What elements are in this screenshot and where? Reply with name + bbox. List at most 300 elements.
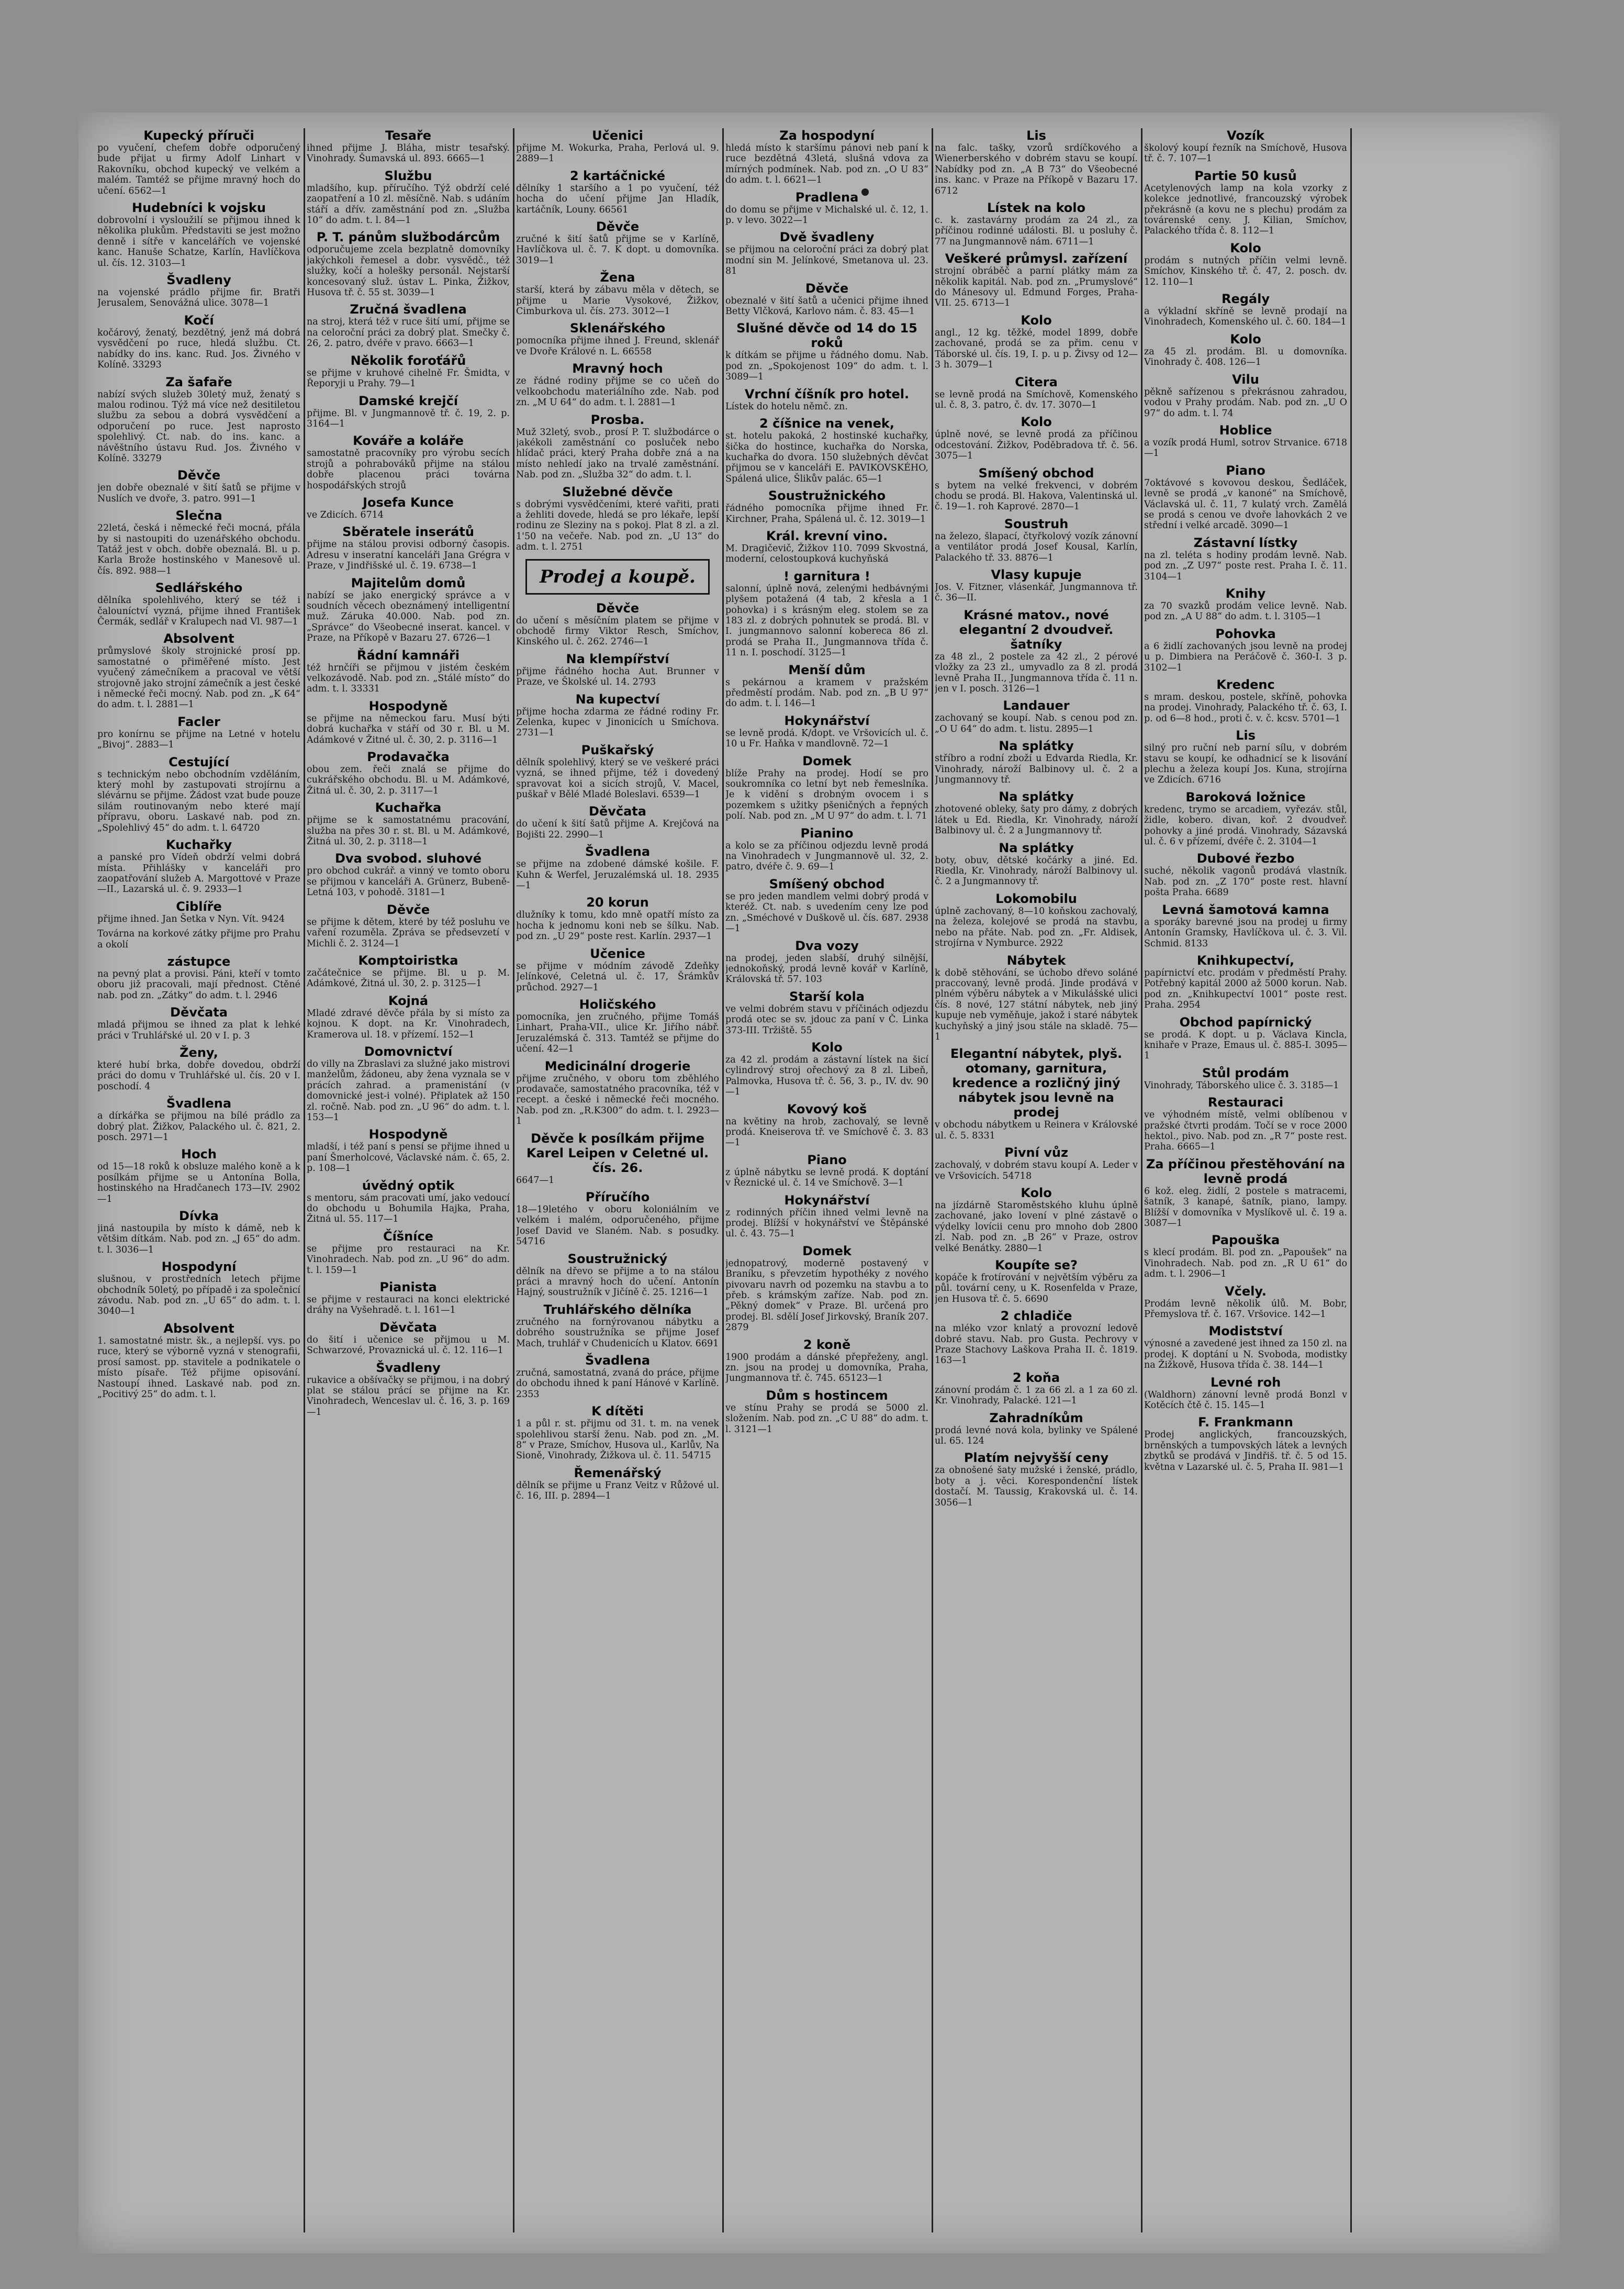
ad-heading: Hospodyně [368, 1127, 448, 1142]
classified-ad [1144, 1233, 1347, 1279]
ad-heading: Kolo [1230, 240, 1261, 255]
classified-ad [725, 569, 928, 658]
ad-body: dělník spolehlivý, který se ve veškeré práci vyzná, se ihned přijme, též i dovedený spravovat koi a sicích strojů, V. Macel, puškař v Bělé Mladé Boleslavi. 6539—1 [516, 757, 719, 800]
ad-body: a vozík prodá Huml, sotrov Strvanice. 6718—1 [1144, 437, 1347, 459]
classified-ad [1144, 169, 1347, 237]
ad-heading: úvědný optik [362, 1178, 455, 1193]
classified-ad [725, 754, 928, 822]
ad-body: na zl. teléta s hodiny prodám levně. Nab. pod zn. „Z U97“ poste rest. Praha I. č. 11. 3104—1 [1144, 550, 1347, 582]
column-4 [725, 128, 928, 2232]
classified-ad [935, 567, 1138, 604]
ad-heading: Partie 50 kusů [1194, 168, 1297, 183]
column-5 [935, 128, 1138, 2232]
classified-ad [935, 739, 1138, 785]
classified-ad [1144, 128, 1347, 164]
ad-body: přijme M. Wokurka, Praha, Perlová ul. 9. 2889—1 [516, 143, 719, 164]
ad-heading: Děvče [596, 219, 640, 235]
classified-ad [935, 698, 1138, 734]
ad-body: Vinohrady, Táborského ulice č. 3. 3185—1 [1144, 1080, 1339, 1091]
ad-body: strojní obráběč a parní plátky mám za několik kapitál. Nab. pod zn. „Prumyslové“ do Mánesovy ul. Edmund Forges, Praha-VII. 25. 6713—1 [935, 266, 1138, 309]
ad-body: na prodej, jeden slabší, druhý silnější, jednokoňský, prodá levně kovář v Karlíně, Královská tř. 57. 103 [725, 953, 928, 985]
classified-ad [1144, 1415, 1347, 1472]
classified-ad [516, 895, 719, 942]
classified-ad [1144, 953, 1347, 1011]
classified-ad [307, 524, 510, 571]
ad-body: a dírkářka se přijmou na bílé prádlo za dobrý plat. Žižkov, Palackého ul. č. 821, 2. posch. 2971—1 [97, 1111, 300, 1143]
classified-ad [725, 387, 928, 412]
ad-body: úplně nové, se levně prodá za příčinou odcestování. Žižkov, Poděbradova tř. č. 56. 3075—1 [935, 429, 1138, 462]
ad-heading: Řemenářský [574, 1465, 662, 1480]
ad-heading: Landauer [1003, 698, 1070, 713]
ad-body: se přijme v módním závodě Zdeňky Jelínkové, Celetná ul. č. 17, Šrámkův průchod. 2927—1 [516, 961, 719, 993]
column-rule [513, 128, 514, 2232]
ad-heading: Vilu [1232, 372, 1259, 387]
classified-ad [97, 1096, 300, 1143]
ad-heading: Hokynářství [784, 713, 870, 728]
ad-heading: Restauraci [1207, 1095, 1284, 1110]
classified-ad [725, 529, 928, 565]
ad-body: 6647—1 [516, 1175, 555, 1186]
ad-body: rukavice a obšívačky se přijmou, i na dobrý plat se stálou prácí se přijme na Kr. Vinohradech, Wenceslav ul. č. 16, 3. p. 169—1 [307, 1375, 510, 1417]
ad-heading: Prodavačka [367, 750, 450, 765]
ad-body: Lístek do hotelu němč. zn. [725, 401, 848, 412]
ad-body: zachovaný se koupí. Nab. s cenou pod zn. „O U 64“ do adm. t. listu. 2895—1 [935, 713, 1138, 734]
ad-heading: F. Frankmann [1198, 1415, 1293, 1430]
ad-body: se přijme k dětem, které by též posluhu ve vaření rozuměla. Zpráva se předsevzetí v Michli č. 2. 3124—1 [307, 917, 510, 949]
classified-ad [516, 361, 719, 408]
ad-heading: Kolo [1021, 415, 1052, 430]
ad-body: přijme. Bl. v Jungmannově tř. č. 19, 2. p. 3164—1 [307, 408, 510, 429]
classified-ad [97, 755, 300, 833]
classified-ad [307, 302, 510, 349]
ad-body: se přijme v restauraci na konci elektrické dráhy na Vyšehradě. t. l. 161—1 [307, 1294, 510, 1316]
ad-heading: Knihy [1225, 586, 1266, 601]
classified-ad [97, 838, 300, 895]
ad-heading: Děvče [386, 902, 430, 917]
ad-body: na železo, šlapací, čtyřkolový vozík zánovní a ventilátor prodá Josef Kousal, Karlín, Palackého tř. 33. 8876—1 [935, 531, 1138, 563]
ad-heading: P. T. pánům službodárcům [316, 230, 500, 245]
ad-heading: Pianino [800, 825, 854, 841]
ad-heading: Domek [802, 1243, 852, 1258]
ad-heading: 2 koňa [1012, 1370, 1060, 1385]
ad-heading: Dva svobod. sluhové [335, 851, 481, 866]
ad-heading: Lis [1236, 728, 1256, 743]
ad-body: 22letá, česká i německé řeči mocná, přála by si nastoupiti do uzenářského obchodu. Tatáž jest v obch. dobře obeznalá. Bl. u p. Karla Brože hostinského v Manesově ul. čís. 892. 988—1 [97, 523, 300, 576]
classified-ad [935, 1411, 1138, 1447]
classified-ad [307, 1280, 510, 1316]
classified-ad [516, 412, 719, 481]
ad-heading: Učenici [592, 128, 643, 143]
ad-heading: Josefa Kunce [363, 495, 454, 510]
ad-heading: Piano [807, 1152, 847, 1167]
classified-ad [97, 508, 300, 576]
ad-heading: Příručího [585, 1189, 650, 1204]
ad-body: k dítkám se přijme u řádného domu. Nab. pod zn. „Spokojenost 109“ do adm. t. l. 3089—1 [725, 350, 928, 383]
classified-ad [307, 394, 510, 430]
ad-body: po vyučení, chefem dobře odporučený bude přijat u firmy Adolf Linhart v Rakovníku, obchod kupecký ve velkém a malém. Tamtéž se přijme mravný hoch do učení. 6562—1 [97, 143, 300, 196]
ad-heading: Pianista [379, 1280, 437, 1295]
classified-ad [516, 485, 719, 553]
ad-heading: Hudebníci k vojsku [132, 200, 266, 216]
ad-heading: Kuchařky [165, 838, 232, 853]
classified-ad [725, 128, 928, 186]
classified-ad [97, 899, 300, 924]
ad-body: z rodinných příčin ihned velmi levně na prodej. Blížší v hokynářství ve Štěpánské ul. č. 43. 75—1 [725, 1207, 928, 1240]
ad-body: Jos. V. Fitzner, vlásenkář, Jungmannova tř. č. 36—II. [935, 582, 1138, 604]
ad-body: se prodá. K dopt. u p. Václava Kinclа, knihaře v Praze, Emaus ul. č. 885-I. 3095—1 [1144, 1029, 1347, 1062]
ad-body: prodám s nutných příčin velmi levně. Smíchov, Kinského tř. č. 47, 2. posch. dv. 12. 110—1 [1144, 255, 1347, 287]
classified-ad [307, 699, 510, 745]
ad-heading: Kováře a koláře [353, 433, 464, 449]
ad-body: pomocníka přijme ihned J. Freund, sklenář ve Dvoře Králové n. L. 66558 [516, 336, 719, 357]
classified-ad [935, 789, 1138, 836]
ad-heading: Prosba. [590, 412, 645, 427]
ad-body: na mléko vzor knlatý a provozní ledově dobré stavu. Nab. pro Gusta. Pechrovy v Praze Stachovy Laškova Praha II. č. 1819. 163—1 [935, 1323, 1138, 1366]
ad-body: a panské pro Vídeň obdrží velmi dobrá místa. Přihlášky v kanceláři pro zaopatřování služeb A. Margottové v Praze—II., Lazarská ul. č. 9. 2933—1 [97, 852, 300, 895]
classified-ad [725, 939, 928, 985]
ad-heading: 2 koně [803, 1337, 851, 1352]
ad-body: ve stínu Prahy se prodá se 5000 zl. složením. Nab. pod zn. „C U 88“ do adm. t. l. 3121—1 [725, 1402, 928, 1435]
classified-ad [516, 169, 719, 215]
ad-body: dělník se přijme u Franz Veitz v Růžové ul. č. 16, III. p. 2894—1 [516, 1480, 719, 1502]
ad-body: do villy na Zbraslavi za služné jako mistrovi manželům, žádoneu, aby žena vyznala se v prácích zahrad. a pramenistání (v domovnické jest-i volné). Připlatek až 150 zl. ročně. Nab. pod zn. „U 96“ do adm. t. l. 153—1 [307, 1058, 510, 1123]
ad-heading: Levné roh [1210, 1375, 1281, 1390]
ad-body: ze řádné rodiny přijme se co učeň do velkoobchodu materiálního zde. Nab. pod zn. „M U 64“ do adm. t. l. 2881—1 [516, 376, 719, 408]
ad-heading: Absolvent [163, 631, 234, 646]
classified-ad [307, 1044, 510, 1123]
ad-body: Acetylenových lamp na kola vzorky z kolekce jednotlivé, francouzský výrobek překrásně (a kovu ne s plechu) prodám za továrenské ceny. J. Kilian, Smíchov, Palackého třída č. 8. 112—1 [1144, 183, 1347, 237]
ad-heading: Nábytek [1006, 953, 1066, 968]
ad-body: dobrovolní i vysloužilí se přijmou ihned k několika plukům. Představiti se jest možno denně i sítře v kancelářích ve vojenské kanc. Hanuše Schatze, Karlín, Havlíčkova ul. čís. 12. 3103—1 [97, 215, 300, 269]
ad-heading: Učenice [590, 946, 645, 961]
ad-heading: Kredenc [1216, 677, 1275, 692]
ad-body: s bytem na velké frekvenci, v dobrém chodu se prodá. Bl. Hakova, Valentinská ul. č. 19—1. roh Kaprové. 2870—1 [935, 480, 1138, 512]
ad-heading: 2 chladiče [1000, 1309, 1072, 1324]
classified-ad [307, 648, 510, 695]
classified-ad [516, 692, 719, 739]
ad-body: průmyslové školy strojnické prosí pp. samostatné o přiměřené místo. Jest vyučený zámečníkem a pracoval ve větší strojovně jako strojní zámečník a jest české i německé řeči mocný. Nab. pod zn. „K 64“ do adm. t. l. 2881—1 [97, 646, 300, 710]
ad-body: pěkně sařízenou s překrásnou zahradou, vodou v Prahy prodám. Nab. pod zn. „U O 97“ do adm. t. l. 74 [1144, 386, 1347, 419]
ad-heading: Zástavní lístky [1193, 535, 1298, 550]
classified-ad [307, 1320, 510, 1356]
classified-ad [935, 517, 1138, 563]
classified-ad [725, 488, 928, 524]
ad-body: s klecí prodám. Bl. pod zn. „Papoušek“ na Vinohradech. Nab. pod zn. „R U 61“ do adm. t. l. 2906—1 [1144, 1247, 1347, 1280]
ad-heading: Papouška [1211, 1233, 1280, 1248]
ad-body: s pekárnou a kramem v pražském předměstí prodám. Nab. pod zn. „B U 97“ do adm. t. l. 146—1 [725, 677, 928, 709]
ad-heading: Damské krejčí [358, 393, 458, 408]
ad-heading: Majitelům domů [351, 575, 466, 590]
classified-ad [307, 576, 510, 644]
classified-ad [725, 190, 928, 226]
ad-body: a sporáky barevné jsou na prodej u firmy Antonín Gramsky, Havlíčkova ul. č. 3. Vil. Schmid. 8133 [1144, 917, 1347, 949]
ad-heading: Elegantní nábytek, plyš. otomany, garnitura, kredence a rozličný jiný nábytek jsou levně na prodej [950, 1046, 1123, 1120]
ad-body: blíže Prahy na prodej. Hodí se pro soukromníka co letní byt neb řemeslníka. Je k vidění s drobným ovocem i s pozemkem s užitky pšeničných a řepných polí. Nab. pod zn. „M U 97“ do adm. t. l. 71 [725, 768, 928, 822]
newspaper-page [79, 113, 1560, 2253]
ad-heading: Menší dům [788, 662, 866, 677]
column-3 [516, 128, 719, 2232]
ad-body: za 70 svazků prodám velice levně. Nab. pod zn. „A U 88“ do adm. t. l. 3105—1 [1144, 600, 1347, 622]
ad-heading: K dítěti [591, 1404, 644, 1419]
classified-ad [516, 946, 719, 993]
classified-ad [307, 902, 510, 949]
ad-body: z úplně nábytku se levně prodá. K doptání v Řeznické ul. č. 14 ve Smíchově. 3—1 [725, 1167, 928, 1189]
ad-heading: Švadleny [166, 273, 231, 288]
ad-body: ihned přijme J. Bláha, mistr tesařský. Vinohrady. Šumavská ul. 893. 6665—1 [307, 143, 510, 164]
ad-heading: Hoch [181, 1147, 217, 1162]
ad-body: za 48 zl., 2 postele za 42 zl., 2 pérové vložky za 23 zl., umyvadlo za 8 zl. prodá levně Praha II., Jungmannova třída č. 11 n. jen v I. posch. 3126—1 [935, 651, 1138, 694]
classified-ad [1144, 1157, 1347, 1229]
ad-body: Prodej anglických, francouzských, brněnských a tumpovských látek a levných zbytků se prodává v Jindřiš. tř. č. 5 od 15. května v Lazarské ul. č. 5, Praha II. 981—1 [1144, 1430, 1347, 1472]
classified-ad [935, 608, 1138, 695]
ad-body: c. k. zastavárny prodám za 24 zl., za příčinou rodinné události. Bl. u posluhy č. 77 na Jungmannově nám. 6711—1 [935, 215, 1138, 247]
ad-body: přijme zručného, v oboru tom zběhlého prodavače, samostatného pracovníka, též v recept. a české i německé řeči mocného. Nab. pod zn. „R.K300“ do adm. t. l. 2923—1 [516, 1073, 719, 1127]
ad-heading: Smíšený obchod [769, 876, 885, 891]
column-6 [1144, 128, 1347, 2232]
ad-heading: Starší kola [789, 989, 865, 1004]
classified-ad [725, 416, 928, 484]
classified-ad [307, 993, 510, 1040]
classified-ad [1144, 535, 1347, 582]
ad-body: zánovní prodám č. 1 za 66 zl. a 1 za 60 zl. Kr. Vinohrady, Palacké. 121—1 [935, 1384, 1138, 1406]
ad-heading: Medicinální drogerie [544, 1058, 691, 1074]
ad-body: zručného na fornýrovanou nábytku a dobrého soustružníka se přijme Josef Mach, truhlář v Chudenicích u Klatov. 6691 [516, 1316, 719, 1349]
ad-heading: ! garnitura ! [783, 568, 870, 584]
ad-body: za 45 zl. prodám. Bl. u domovníka. Vinohrady č. 408. 126—1 [1144, 346, 1347, 368]
ad-heading: Kuchařka [375, 800, 442, 816]
ad-heading: Baroková ložnice [1185, 789, 1306, 805]
ad-heading: Na klempířství [566, 651, 669, 666]
ad-heading: Pradlena [795, 189, 859, 205]
classified-ad [307, 851, 510, 898]
ad-heading: Službu [384, 168, 432, 183]
ad-heading: Stůl prodám [1202, 1065, 1290, 1080]
ad-heading: Hospodyní [161, 1259, 237, 1275]
ad-body: úplně zachovaný, 8—10 koňskou zachovalý, na železa, kolejové se prodá na stavbu, nebo na přáte. Nab. pod zn. „Fr. Aldisek, strojírna v Nymburce. 2922 [935, 906, 1138, 949]
classified-ad [935, 415, 1138, 461]
ad-heading: Děvče [596, 600, 640, 616]
ad-heading: Koupíte se? [995, 1258, 1078, 1272]
ad-heading: Kojná [388, 993, 429, 1008]
ad-heading: Včely. [1225, 1283, 1267, 1299]
ad-body: přijme na stálou provisi odborný časopis. Adresu v inseratní kanceláři Jana Grégra v Praze, v Jindřišské ul. č. 19. 6738—1 [307, 539, 510, 572]
ad-heading: Soustruh [1004, 516, 1069, 531]
classified-ad [935, 953, 1138, 1043]
classified-ad [307, 128, 510, 164]
classified-ad [725, 1040, 928, 1098]
ad-heading: Vozík [1227, 128, 1264, 143]
ad-body: do domu se přijme v Michalské ul. č. 12, 1. p. v levo. 3022—1 [725, 204, 928, 226]
classified-ad [97, 1321, 300, 1400]
ad-body: kopáče k frotírování v největším výběru za půl. tovární ceny, u K. Rosenfelda v Praze, jen Husova tř. č. 5. 6690 [935, 1272, 1138, 1304]
ad-heading: Na splátky [999, 739, 1074, 754]
classified-ad [725, 713, 928, 750]
ad-heading: Na splátky [999, 840, 1074, 855]
classified-ad [935, 1450, 1138, 1508]
ad-heading: 2 kartáčnické [569, 168, 666, 183]
ad-heading: Tesaře [385, 128, 432, 143]
classified-ad [725, 663, 928, 709]
classified-ad [307, 800, 510, 847]
ad-body: Mladé zdravé děvče přála by si místo za kojnou. K dopt. na Kr. Vinohradech, Kramerova ul. 18. v přízemí. 152—1 [307, 1008, 510, 1040]
classified-ad [307, 433, 510, 491]
classified-ad [516, 997, 719, 1055]
ad-body: 1900 prodám a dánské přepřeženy, angl. zn. jsou na prodej u domovníka, Praha, Jungmannova tř. č. 745. 65123—1 [725, 1352, 928, 1384]
classified-ad [97, 954, 300, 1001]
classified-ad [935, 1309, 1138, 1366]
ad-body: odporučujeme zcela bezplatně domovníky jakýchkoli řemesel a dobr. vysvědč., též služky, kočí a holešky personál. Nejstarší koncesovaný služ. ústav L. Pinka, Žižkov, Husova tř. č. 55 st. 3039—1 [307, 244, 510, 298]
ad-heading: Dívka [179, 1209, 219, 1224]
classified-ad [1144, 423, 1347, 459]
classified-ad [97, 128, 300, 196]
ad-heading: Komptoiristka [358, 953, 458, 968]
ad-body: zachovalý, v dobrém stavu koupí A. Leder v ve Vršovicích. 54718 [935, 1160, 1138, 1181]
ad-body: papírnictví etc. prodám v předměstí Prahy. Potřebný kapitál 2000 až 5000 korun. Nab. pod zn. „Knihkupectví 1001“ poste rest. Praha. 2954 [1144, 967, 1347, 1011]
ad-heading: Dvě švadleny [779, 230, 875, 245]
ad-body: do šití i učenice se přijmou u M. Schwarzové, Provaznická ul. č. 12. 116—1 [307, 1334, 510, 1356]
ad-body: mladá přijmou se ihned za plat k lehké práci v Truhlářské ul. 20 v I. p. 3 [97, 1020, 300, 1041]
ad-heading: Regály [1221, 292, 1270, 307]
classified-ad [1144, 586, 1347, 622]
ad-heading: Lis [1026, 128, 1046, 143]
ad-heading: Citera [1015, 374, 1058, 389]
ad-body: nabízí svých služeb 30letý muž, ženatý s malou rodinou. Týž má více než desitiletou službu za sebou a dobrá vysvědčení a odporučení po ruce. Jest naprosto spolehlivý. Ct. nab. do ins. kanc. a návěštního ústavu Rud. Jos. Živného v Kolíně. 33279 [97, 389, 300, 464]
ad-heading: Vlasy kupuje [991, 567, 1082, 582]
ad-body: a výkladní skříně se levně prodají na Vinohradech, Komenského ul. č. 60. 184—1 [1144, 306, 1347, 328]
ad-body: 1 a půl r. st. přijmu od 31. t. m. na venek spolehlivou starší ženu. Nab. pod zn. „M. 8“ v Praze, Smíchov, Husova ul., Karlův, Na Sioně, Vinohrady, Žižkova ul. č. 11. 54715 [516, 1419, 719, 1461]
ad-heading: Platím nejvyšší ceny [964, 1450, 1109, 1466]
ad-body: v obchodu nábytkem u Reinera v Královské ul. č. 5. 8331 [935, 1120, 1138, 1141]
classified-ad [935, 466, 1138, 512]
ad-body: na stroj, která též v ruce šití umí, přijme se na celoroční práci za dobrý plat. Smečky č. 26, 2. patro, dvéře v pravo. 6663—1 [307, 317, 510, 349]
classified-ad [725, 230, 928, 276]
classified-ad [1144, 1095, 1347, 1153]
classified-ad [97, 273, 300, 309]
classified-ad [307, 953, 510, 989]
classified-ad [1144, 677, 1347, 724]
classified-ad [97, 200, 300, 269]
ad-body: které hubí brka, dobře dovedou, obdrží práci do domu v Truhlářské ul. čís. 20 v I. poschodí. 4 [97, 1059, 300, 1092]
ad-body: kočárový, ženatý, bezdětný, jenž má dobrá vysvědčení po ruce, hledá službu. Ct. nabídky do ins. kanc. Rud. Jos. Živného v Kolíně. 33293 [97, 327, 300, 371]
ad-body: zručná, samostatná, zvaná do práce, přijme do obchodu ihned k paní Hánové v Karlíně. 2353 [516, 1368, 719, 1400]
ad-body: přijme se k samostatnému pracování, služba na přes 30 r. st. Bl. u M. Adámkové, Žitná ul. 30, 2. p. 3118—1 [307, 815, 510, 847]
classified-ad [1144, 851, 1347, 898]
ad-heading: Slečna [175, 508, 222, 523]
ad-heading: Cestující [169, 754, 229, 769]
classified-ad [935, 1145, 1138, 1181]
ad-heading: Pivní vůz [1004, 1145, 1068, 1160]
ad-heading: Lístek na kolo [987, 200, 1086, 216]
classified-ad [935, 375, 1138, 411]
classified-ad [97, 1147, 300, 1204]
ad-body: za 42 zl. prodám a zástavní lístek na šicí cylindrový stroj ořechový za 8 zl. Libeň, Palmovka, Husova tř. č. 56, 3. p., IV. dv. 90—1 [725, 1054, 928, 1098]
ad-body: se levně prodá na Smíchově, Komenského ul. č. 8, 3. patro, č. dv. 17. 3070—1 [935, 389, 1138, 410]
classified-ad [97, 1005, 300, 1041]
ad-heading: Za hospodyní [779, 128, 875, 143]
ad-heading: Děvčata [379, 1320, 437, 1335]
classified-ad [307, 1360, 510, 1418]
ad-body: slušnou, v prostředních letech přijme obchodník 50letý, po případě i za společnicí závodu. Nab. pod zn. „U 65“ do adm. t. l. 3040—1 [97, 1274, 300, 1317]
ad-body: mladšího, kup. příručího. Týž obdrží celé zaopatření a 10 zl. měsíčně. Nab. s udáním stáří a dřív. zaměstnání pod zn. „Služba 10“ do adm. t. l. 84—1 [307, 183, 510, 226]
classified-ad [97, 313, 300, 371]
ad-heading: Slušné děvče od 14 do 15 roků [736, 321, 917, 351]
ad-body: se přijme na zdobené dámské košile. F. Kuhn & Werfel, Jeruzalémská ul. 18. 2935—1 [516, 859, 719, 891]
ad-body: přijme řádného hocha Aut. Brunner v Praze, ve Školské ul. 14. 2793 [516, 666, 719, 688]
classified-ad [516, 1131, 719, 1186]
ad-heading: Sběratele inserátů [342, 524, 474, 540]
classified-ad [516, 1404, 719, 1461]
ad-heading: Krásné matov., nové elegantní 2 dvoudveř. šatníky [959, 607, 1114, 652]
section-heading-box: Prodej a koupě. [525, 559, 710, 595]
ad-heading: Facler [177, 714, 220, 729]
classified-ad [935, 841, 1138, 887]
ad-body: (Waldhorn) zánovní levně prodá Bonzl v Kotěcích čtě č. 15. 145—1 [1144, 1389, 1347, 1411]
ad-body: nabízí se jako energický správce a v soudních věcech obeznámený intelligentní muž. Záruka 40.000. Nab. pod zn. „Správce“ do Všeobecné inserat. kancel. v Praze, na Příkopě v Bazaru 27. 6726—1 [307, 590, 510, 644]
ad-body: se přijmou na celoroční práci za dobrý plat modní sin M. Jelínkové, Smetanova ul. 23. 81 [725, 244, 928, 277]
ad-body: starší, která by zábavu měla v dětech, se přijme u Marie Vysokové, Žižkov, Cimburkova ul. čís. 273. 3012—1 [516, 285, 719, 317]
classified-ad [97, 1045, 300, 1092]
classified-ad [935, 1046, 1138, 1141]
classified-ad [725, 989, 928, 1036]
ad-body: dělníky 1 staršího a 1 po vyučení, též hocha do učení přijme Jan Hladík, kartáčník, Louny. 66561 [516, 183, 719, 215]
ad-heading: Kolo [811, 1040, 843, 1055]
classified-ad [1144, 1375, 1347, 1411]
ad-body: pomocníka, jen zručného, přijme Tomáš Linhart, Praha-VII., ulice Kr. Jiřího nábř. Jeruzalémská č. 313. Tamtéž se přijme do učení. 42—1 [516, 1011, 719, 1055]
column-7 [1353, 128, 1556, 2232]
ad-heading: Za šafaře [165, 374, 232, 389]
ad-body: na falc. tašky, vzorů srdíčkového a Wienerberského v dobrém stavu se koupí. Nabídky pod zn. „A B 73“ do Všeobecné ins. kanc. v Praze na Příkopě v Bazaru 17. 6712 [935, 143, 1138, 196]
classified-ad [725, 877, 928, 934]
ad-heading: Puškařský [581, 742, 654, 757]
ad-heading: Absolvent [163, 1321, 234, 1336]
classified-ad [1144, 372, 1347, 419]
classified-ad [725, 826, 928, 873]
ad-heading: Na splátky [999, 789, 1074, 805]
classified-ad [1144, 627, 1347, 673]
classified-ad [1144, 241, 1347, 287]
ad-body: se levně prodá. K/dopt. ve Vršovicích ul. č. 10 u Fr. Haňka v mandlovně. 72—1 [725, 728, 928, 750]
classified-ad [935, 1258, 1138, 1304]
ad-body: hledá místo k staršímu pánovi neb paní k ruce bezdětná 43letá, slušná vdova za mírných podmínek. Nab. pod zn. „O U 83“ do adm. t. l. 6621—1 [725, 143, 928, 186]
ad-body: angl., 12 kg. těžké, model 1899, dobře zachované, prodá se za přim. cenu v Táborské ul. čís. 19, I. p. u p. Živsy od 12—3 h. 3079—1 [935, 327, 1138, 371]
ad-heading: Veškeré průmysl. zařízení [945, 251, 1128, 266]
ad-heading: Několik foroťářů [350, 353, 466, 368]
classified-ad [516, 1302, 719, 1349]
ad-heading: Král. krevní vino. [766, 528, 888, 543]
ad-heading: Sedlářského [155, 580, 243, 596]
classified-ad [516, 1353, 719, 1400]
ad-body: suché, několik vagonů prodává vlastník. Nab. pod zn. „Z 170“ poste rest. hlavní pošta Praha. 6689 [1144, 866, 1347, 898]
ad-heading: Zahradníkům [989, 1410, 1083, 1425]
ad-body: 7oktávové s kovovou deskou, Šedláček, levně se prodá „v kanoné“ na Smíchově, Václavská ul. č. 11, 7 kulatý vrch. Zamělá se prodá s cenou ve dvoře lahovkách 2 ve střední i velké arcadě. 3090—1 [1144, 477, 1347, 531]
classified-ad [725, 1337, 928, 1384]
ad-body: pro obchod cukrář. a vinný ve tomto oboru se přijmou v kanceláři A. Grünerz, Bubeně-Letná 103, v pohodě. 3181—1 [307, 866, 510, 898]
ad-body: na květiny na hrob, zachovalý, se levně prodá. Kneiserova tř. ve Smíchově č. 3. 83—1 [725, 1116, 928, 1148]
ad-body: se pro jeden mandlem velmi dobrý prodá v kteréž. Ct. nab. s uvedením ceny lze pod zn. „Sméchové v Duškově ul. čís. 687. 2938—1 [725, 891, 928, 934]
ad-heading: zástupce [167, 954, 231, 969]
classified-ad [307, 169, 510, 226]
ad-heading: Domek [802, 753, 852, 768]
classified-ad [1144, 1284, 1347, 1320]
ad-body: dělník na dřevo se přijme a to na stálou práci a mravný hoch do učení. Antonín Hajný, soustružník v Jičíně č. 25. 1216—1 [516, 1266, 719, 1298]
ad-heading: Dva vozy [795, 938, 859, 953]
classified-ad [516, 128, 719, 164]
column-1 [97, 128, 300, 2232]
classified-ad [307, 1178, 510, 1225]
classified-ad [97, 468, 300, 504]
classified-ad [725, 1102, 928, 1148]
classified-ad [516, 1466, 719, 1502]
